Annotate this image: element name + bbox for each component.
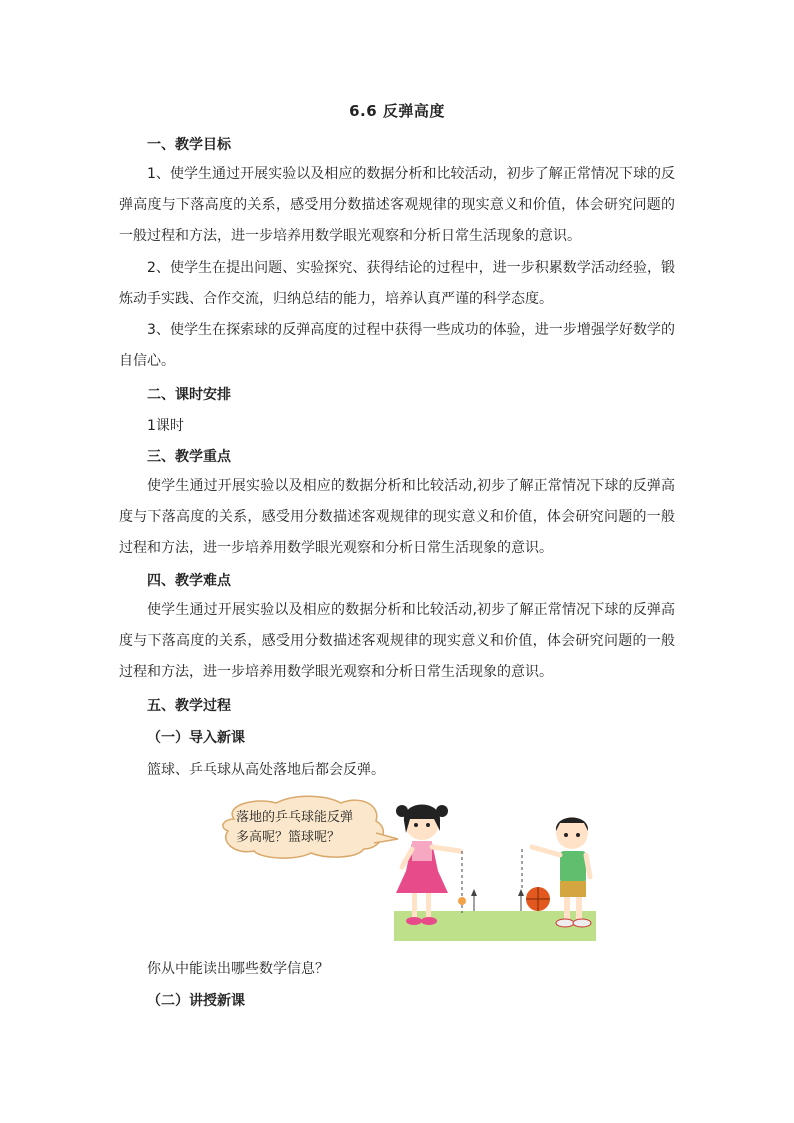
heading-key-points: 三、教学重点 — [147, 449, 231, 465]
intro-text: 篮球、乒乓球从高处落地后都会反弹。 — [147, 762, 385, 778]
heading-teaching-goals: 一、教学目标 — [147, 137, 231, 153]
bubble-line-2: 多高呢？篮球呢？ — [236, 830, 341, 845]
bounce-illustration — [216, 793, 596, 941]
goal-paragraph-2: 2、使学生在提出问题、实验探究、获得结论的过程中，进一步积累数学活动经验，锻炼动手实践、合作交流，归纳总结的能力，培养认真严谨的科学态度。 — [119, 260, 675, 307]
heading-process: 五、教学过程 — [147, 698, 231, 714]
key-points-paragraph: 使学生通过开展实验以及相应的数据分析和比较活动,初步了解正常情况下球的反弹高度与下落高度的关系，感受用分数描述客观规律的现实意义和价值，体会研究问题的一般过程和方法，进一步培养用数学眼光观察和分析日常生活现象的意识。 — [119, 478, 675, 556]
subheading-intro: （一）导入新课 — [147, 730, 245, 746]
schedule-text: 1课时 — [147, 418, 184, 434]
bubble-line-1: 落地的乒乓球能反弹 — [236, 810, 354, 825]
doc-title: 6.6 反弹高度 — [349, 102, 445, 120]
subheading-new-lesson: （二）讲授新课 — [147, 993, 245, 1009]
girl-figure — [396, 805, 460, 926]
ping-pong-ball — [458, 897, 466, 905]
goal-paragraph-3: 3、使学生在探索球的反弹高度的过程中获得一些成功的体验，进一步增强学好数学的自信心。 — [119, 322, 675, 369]
difficulties-paragraph: 使学生通过开展实验以及相应的数据分析和比较活动,初步了解正常情况下球的反弹高度与下落高度的关系，感受用分数描述客观规律的现实意义和价值，体会研究问题的一般过程和方法，进一步培养用数学眼光观察和分析日常生活现象的意识。 — [119, 602, 675, 680]
heading-difficulties: 四、教学难点 — [147, 573, 231, 589]
heading-schedule: 二、课时安排 — [147, 387, 231, 403]
question-text: 你从中能读出哪些数学信息？ — [147, 961, 329, 977]
goal-paragraph-1: 1、使学生通过开展实验以及相应的数据分析和比较活动，初步了解正常情况下球的反弹高度与下落高度的关系，感受用分数描述客观规律的现实意义和价值，体会研究问题的一般过程和方法，进一步培养用数学眼光观察和分析日常生活现象的意识。 — [119, 166, 675, 244]
